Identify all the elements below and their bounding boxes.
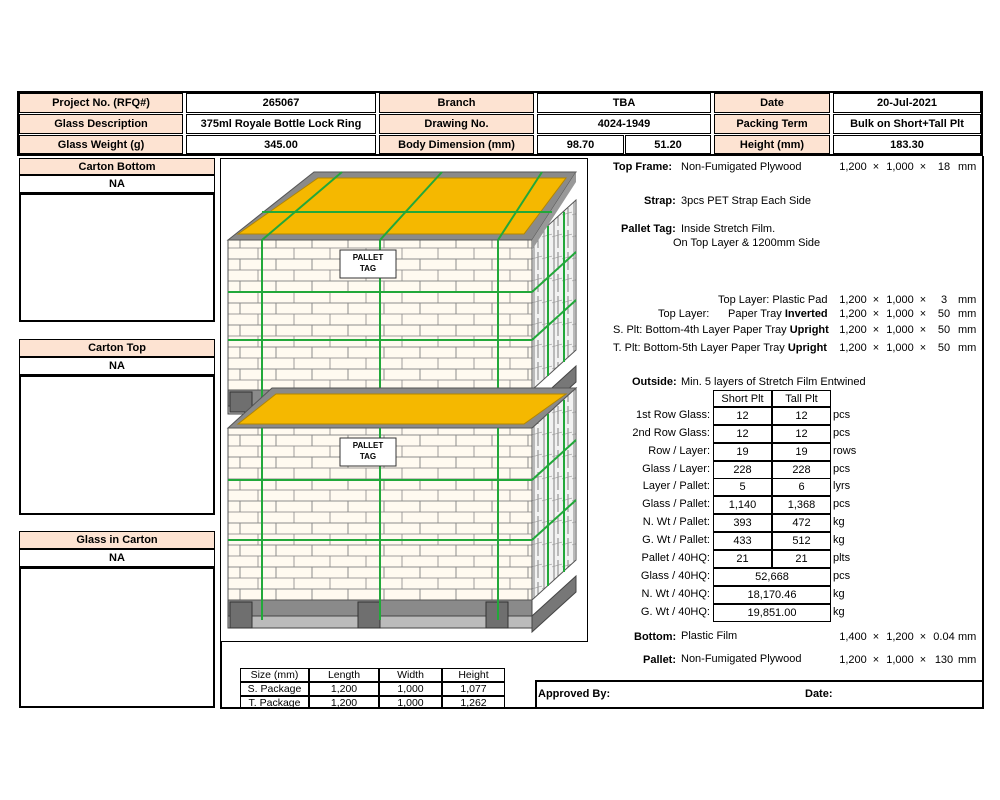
s-plt-dims-0: 1,200 xyxy=(839,324,867,336)
t-plt-dims-2: 1,000 xyxy=(886,342,914,354)
strap-label: Strap: xyxy=(644,195,676,207)
top-layer-pad-dims-2: 1,000 xyxy=(886,294,914,306)
size-table-cell: 1,000 xyxy=(379,696,442,709)
top-layer-tray: Paper Tray xyxy=(728,308,785,320)
loading-row-label: 2nd Row Glass: xyxy=(632,427,710,439)
carton-top-label: Carton Top xyxy=(19,339,215,357)
lower-tag-text xyxy=(340,440,396,462)
height-label: Height (mm) xyxy=(714,135,830,154)
loading-row-label: Layer / Pallet: xyxy=(642,480,710,492)
top-layer-pad-dims-1: × xyxy=(872,294,880,306)
pallet-tag-label: Pallet Tag: xyxy=(621,223,676,235)
loading-row-label: Glass / Layer: xyxy=(642,463,710,475)
size-table-cell: 1,200 xyxy=(309,696,379,709)
loading-cell-short: 19 xyxy=(713,443,772,461)
loading-total-label: G. Wt / 40HQ: xyxy=(640,606,710,618)
lower-pallet xyxy=(228,388,576,632)
top-layer-pad-dims-4: 3 xyxy=(940,294,948,306)
glass-in-carton-value: NA xyxy=(19,549,215,567)
approval-date-label: Date: xyxy=(805,688,833,700)
pallet-dims-5: mm xyxy=(958,654,977,666)
top-layer-pad-dims-0: 1,200 xyxy=(839,294,867,306)
t-plt-dims-4: 50 xyxy=(937,342,951,354)
bottom-dims-4: 0.04 xyxy=(933,631,955,643)
loading-total-value: 52,668 xyxy=(713,568,831,586)
size-table-cell: T. Package xyxy=(240,696,309,709)
size-table-cell: 1,000 xyxy=(379,682,442,696)
top-frame-dims-2: 1,000 xyxy=(886,161,914,173)
loading-total-label: N. Wt / 40HQ: xyxy=(641,588,710,600)
s-plt-dims-5: mm xyxy=(958,324,977,336)
top-layer-dims-1: × xyxy=(872,308,880,320)
loading-total-unit: kg xyxy=(833,588,845,600)
lower-top-tray xyxy=(238,394,566,424)
header-outline xyxy=(17,91,983,156)
loading-cell-short: 1,140 xyxy=(713,496,772,514)
height-value: 183.30 xyxy=(833,135,981,154)
loading-row-label: 1st Row Glass: xyxy=(636,409,710,421)
loading-cell-short: 12 xyxy=(713,407,772,425)
size-table-cell: S. Package xyxy=(240,682,309,696)
glass-weight-value: 345.00 xyxy=(186,135,376,154)
packing-term-value: Bulk on Short+Tall Plt xyxy=(833,114,981,134)
loading-row-label: Pallet / 40HQ: xyxy=(641,552,710,564)
top-layer-dims-2: 1,000 xyxy=(886,308,914,320)
size-table-cell: 1,200 xyxy=(309,682,379,696)
drawing-no-label: Drawing No. xyxy=(379,114,534,134)
pallet-tag-value-1: Inside Stretch Film. xyxy=(681,223,776,235)
date-label: Date xyxy=(714,93,830,113)
project-no-label: Project No. (RFQ#) xyxy=(19,93,183,113)
loading-cell-short: 393 xyxy=(713,514,772,532)
loading-total-label: Glass / 40HQ: xyxy=(640,570,710,582)
loading-cell-tall: 1,368 xyxy=(772,496,831,514)
bottom-dims-3: × xyxy=(919,631,927,643)
top-layer-dims-0: 1,200 xyxy=(839,308,867,320)
top-layer-pad-dims-5: mm xyxy=(958,294,977,306)
upper-tag-line1: PALLET xyxy=(352,253,384,262)
top-frame-value: Non-Fumigated Plywood xyxy=(681,161,802,173)
frame-left-line xyxy=(220,641,222,709)
loading-row-unit: pcs xyxy=(833,498,851,510)
s-plt-dims-4: 50 xyxy=(937,324,951,336)
bottom-value: Plastic Film xyxy=(681,630,738,642)
loading-cell-short: 228 xyxy=(713,461,772,479)
loading-cell-tall: 19 xyxy=(772,443,831,461)
glass-weight-label: Glass Weight (g) xyxy=(19,135,183,154)
outside-value: Min. 5 layers of Stretch Film Entwined xyxy=(681,376,866,388)
size-table-header: Size (mm) xyxy=(240,668,309,682)
loading-row-label: Row / Layer: xyxy=(648,445,710,457)
top-layer-pad-text: Top Layer: Plastic Pad xyxy=(718,294,828,306)
size-table-cell: 1,262 xyxy=(442,696,505,709)
carton-top-value: NA xyxy=(19,357,215,375)
loading-cell-tall: 12 xyxy=(772,407,831,425)
t-plt-upright: Upright xyxy=(787,342,827,354)
size-table-header: Width xyxy=(379,668,442,682)
lower-tag-line2: TAG xyxy=(359,452,377,461)
loading-cell-tall: 12 xyxy=(772,425,831,443)
loading-cell-tall: 228 xyxy=(772,461,831,479)
s-plt-dims-2: 1,000 xyxy=(886,324,914,336)
bottom-label: Bottom: xyxy=(634,631,677,643)
loading-cell-tall: 512 xyxy=(772,532,831,550)
s-plt-dims-3: × xyxy=(919,324,927,336)
col-header-tall: Tall Plt xyxy=(772,390,831,407)
glass-in-carton-label: Glass in Carton xyxy=(19,531,215,549)
carton-bottom-value: NA xyxy=(19,175,215,193)
body-dimension-value-2: 51.20 xyxy=(625,135,711,154)
top-frame-label: Top Frame: xyxy=(613,161,673,173)
drawing-no-value: 4024-1949 xyxy=(537,114,711,134)
glass-description-value: 375ml Royale Bottle Lock Ring xyxy=(186,114,376,134)
size-table-header: Height xyxy=(442,668,505,682)
upper-top-tray xyxy=(238,178,566,234)
loading-row-unit: pcs xyxy=(833,409,851,421)
body-dimension-value-1: 98.70 xyxy=(537,135,624,154)
loading-cell-tall: 21 xyxy=(772,550,831,568)
loading-row-label: G. Wt / Pallet: xyxy=(642,534,710,546)
glass-in-carton-box xyxy=(19,567,215,708)
top-layer-inverted: Inverted xyxy=(784,308,828,320)
top-layer-dims-4: 50 xyxy=(937,308,951,320)
loading-total-unit: kg xyxy=(833,606,845,618)
pallet-stack-drawing xyxy=(222,160,586,640)
bottom-dims-0: 1,400 xyxy=(839,631,867,643)
loading-row-unit: pcs xyxy=(833,463,851,475)
branch-value: TBA xyxy=(537,93,711,113)
strap-value: 3pcs PET Strap Each Side xyxy=(681,195,812,207)
loading-row-unit: rows xyxy=(833,445,857,457)
upper-tag-line2: TAG xyxy=(359,264,377,273)
top-frame-dims-4: 18 xyxy=(937,161,951,173)
outside-label: Outside: xyxy=(632,376,677,388)
project-no-value: 265067 xyxy=(186,93,376,113)
body-dimension-label: Body Dimension (mm) xyxy=(379,135,534,154)
upper-pallet xyxy=(228,172,576,422)
loading-row-unit: kg xyxy=(833,534,845,546)
top-frame-dims-5: mm xyxy=(958,161,977,173)
approved-by-label: Approved By: xyxy=(538,688,611,700)
loading-total-unit: pcs xyxy=(833,570,851,582)
size-table-header: Length xyxy=(309,668,379,682)
loading-row-unit: pcs xyxy=(833,427,851,439)
col-header-short: Short Plt xyxy=(713,390,772,407)
pallet-tag-value-2: On Top Layer & 1200mm Side xyxy=(673,237,821,249)
loading-row-unit: kg xyxy=(833,516,845,528)
top-layer-dims-5: mm xyxy=(958,308,977,320)
bottom-dims-1: × xyxy=(872,631,880,643)
t-plt-dims-1: × xyxy=(872,342,880,354)
upper-tag-text xyxy=(340,252,396,274)
size-table-cell: 1,077 xyxy=(442,682,505,696)
bottom-dims-5: mm xyxy=(958,631,977,643)
loading-cell-short: 433 xyxy=(713,532,772,550)
pallet-dims-2: 1,000 xyxy=(886,654,914,666)
top-layer-label: Top Layer: xyxy=(658,308,710,320)
pallet-label: Pallet: xyxy=(643,654,677,666)
t-plt-dims-0: 1,200 xyxy=(839,342,867,354)
loading-row-label: Glass / Pallet: xyxy=(642,498,710,510)
s-plt-dims-1: × xyxy=(872,324,880,336)
loading-cell-tall: 6 xyxy=(772,478,831,496)
date-value: 20-Jul-2021 xyxy=(833,93,981,113)
t-plt-text xyxy=(613,342,827,354)
loading-row-label: N. Wt / Pallet: xyxy=(642,516,710,528)
loading-row-unit: lyrs xyxy=(833,480,851,492)
loading-total-value: 18,170.46 xyxy=(713,586,831,604)
right-border xyxy=(982,156,984,709)
lower-tag-line1: PALLET xyxy=(352,441,384,450)
top-frame-dims-0: 1,200 xyxy=(839,161,867,173)
top-layer-text xyxy=(728,308,828,320)
pallet-dims-4: 130 xyxy=(934,654,954,666)
carton-bottom-box xyxy=(19,193,215,322)
top-layer-dims-3: × xyxy=(919,308,927,320)
packing-term-label: Packing Term xyxy=(714,114,830,134)
pallet-dims-1: × xyxy=(872,654,880,666)
t-plt-dims-5: mm xyxy=(958,342,977,354)
t-plt-dims-3: × xyxy=(919,342,927,354)
glass-description-label: Glass Description xyxy=(19,114,183,134)
branch-label: Branch xyxy=(379,93,534,113)
s-plt-upright: Upright xyxy=(789,324,829,336)
pallet-dims-3: × xyxy=(919,654,927,666)
loading-cell-short: 5 xyxy=(713,478,772,496)
top-frame-dims-3: × xyxy=(919,161,927,173)
s-plt-text xyxy=(613,324,829,336)
s-plt-tray: S. Plt: Bottom-4th Layer Paper Tray xyxy=(613,324,790,336)
pallet-value: Non-Fumigated Plywood xyxy=(681,653,802,665)
bottom-dims-2: 1,200 xyxy=(886,631,914,643)
carton-top-box xyxy=(19,375,215,515)
loading-cell-short: 12 xyxy=(713,425,772,443)
top-frame-dims-1: × xyxy=(872,161,880,173)
loading-cell-tall: 472 xyxy=(772,514,831,532)
loading-row-unit: plts xyxy=(833,552,851,564)
t-plt-tray: T. Plt: Bottom-5th Layer Paper Tray xyxy=(613,342,788,354)
top-layer-pad-dims-3: × xyxy=(919,294,927,306)
loading-total-value: 19,851.00 xyxy=(713,604,831,622)
loading-cell-short: 21 xyxy=(713,550,772,568)
carton-bottom-label: Carton Bottom xyxy=(19,158,215,175)
pallet-dims-0: 1,200 xyxy=(839,654,867,666)
